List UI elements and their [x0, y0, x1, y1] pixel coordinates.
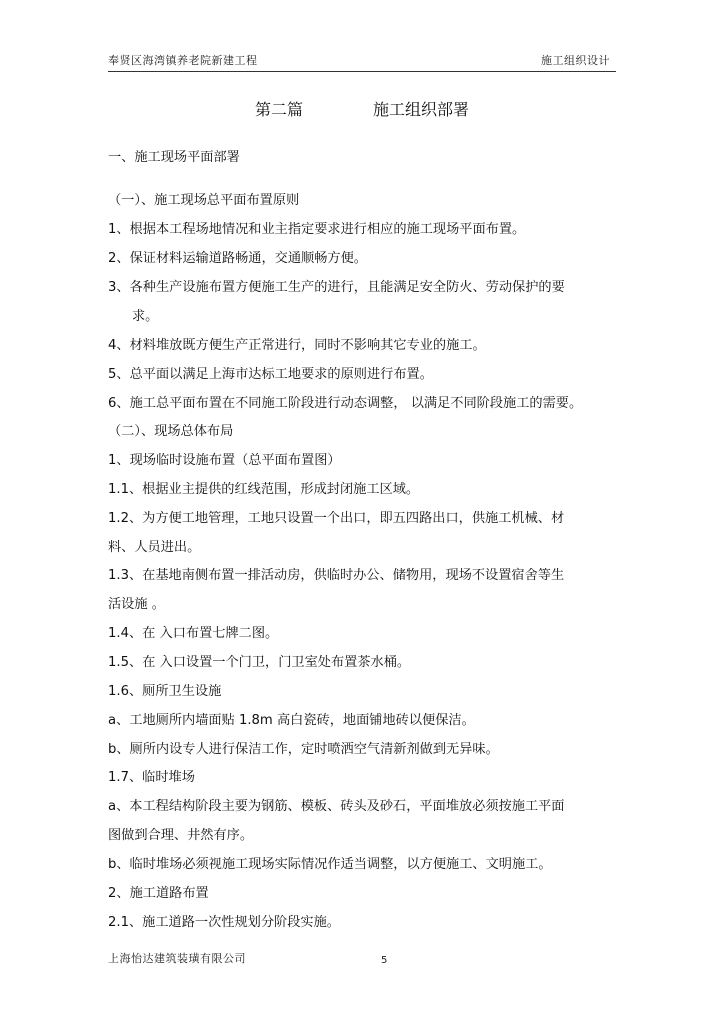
list-item: 1.2、为方便工地管理，工地只设置一个出口，即五四路出口，供施工机械、材: [108, 511, 565, 526]
section-heading: 一、施工现场平面部署: [108, 150, 240, 165]
list-item: 5、总平面以满足上海市达标工地要求的原则进行布置。: [108, 367, 433, 382]
list-item: 3、各种生产设施布置方便施工生产的进行，且能满足安全防火、劳动保护的要: [108, 280, 565, 295]
subsection-heading: （二）、现场总体布局: [108, 424, 234, 439]
list-item: 1.3、在基地南侧布置一排活动房，供临时办公、储物用，现场不设置宿舍等生: [108, 568, 565, 583]
list-item: a、工地厕所内墙面贴 1.8m 高白瓷砖，地面铺地砖以便保洁。: [108, 713, 475, 728]
list-item: b、临时堆场必须视施工现场实际情况作适当调整，以方便施工、文明施工。: [108, 857, 552, 872]
title-part: 第二篇: [254, 100, 303, 119]
list-item: 1、现场临时设施布置（总平面布置图）: [108, 453, 341, 468]
list-item: 1.5、在 入口设置一个门卫，门卫室处布置茶水桶。: [108, 655, 411, 670]
subsection-heading: （一）、施工现场总平面布置原则: [108, 193, 300, 208]
page-number: 5: [381, 955, 388, 966]
list-item: 1.7、临时堆场: [108, 770, 195, 785]
list-item-continuation: 图做到合理、井然有序。: [108, 828, 254, 843]
list-item: 1.1、根据业主提供的红线范围，形成封闭施工区域。: [108, 482, 420, 497]
list-item: a、本工程结构阶段主要为钢筋、模板、砖头及砂石，平面堆放必须按施工平面: [108, 799, 565, 814]
page-title: [0, 97, 724, 120]
list-item: 6、施工总平面布置在不同施工阶段进行动态调整， 以满足不同阶段施工的需要。: [108, 396, 583, 411]
list-item: 2.1、施工道路一次性规划分阶段实施。: [108, 915, 340, 930]
list-item: 4、材料堆放既方便生产正常进行，同时不影响其它专业的施工。: [108, 338, 486, 353]
header-project-name: 奉贤区海湾镇养老院新建工程: [108, 54, 258, 67]
list-item-continuation: 求。: [132, 309, 159, 324]
header-document-type: 施工组织设计: [541, 54, 610, 67]
header-divider: [108, 71, 616, 72]
list-item: 1.4、在 入口布置七牌二图。: [108, 626, 279, 641]
title-name: 施工组织部署: [373, 100, 470, 119]
list-item: 1、根据本工程场地情况和业主指定要求进行相应的施工现场平面布置。: [108, 222, 526, 237]
list-item: 2、保证材料运输道路畅通，交通顺畅方便。: [108, 251, 367, 266]
footer-company-name: 上海怡达建筑装璜有限公司: [108, 952, 246, 965]
list-item-continuation: 活设施 。: [108, 597, 165, 612]
list-item-continuation: 料、人员进出。: [108, 540, 201, 555]
list-item: 2、施工道路布置: [108, 886, 209, 901]
list-item: 1.6、厕所卫生设施: [108, 684, 222, 699]
list-item: b、厕所内设专人进行保洁工作，定时喷洒空气清新剂做到无异味。: [108, 742, 499, 757]
